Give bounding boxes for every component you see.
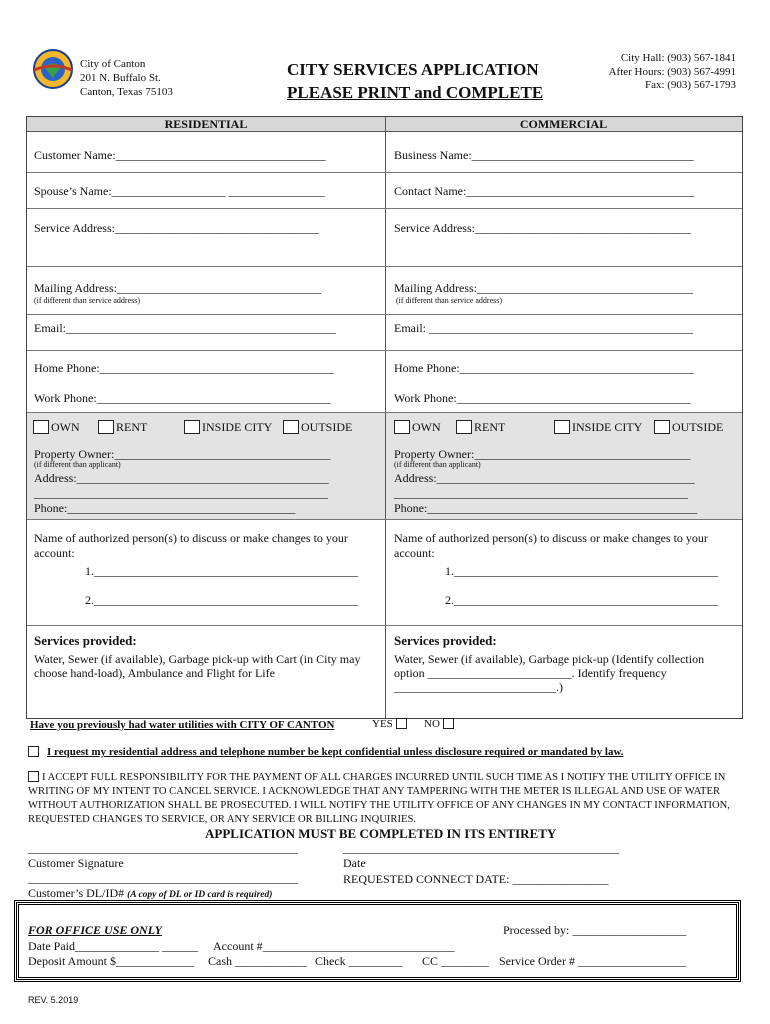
com-owner-address-line2[interactable]: _________________________________________________ [394, 486, 688, 500]
deposit-amount-field[interactable]: Deposit Amount $_____________ [28, 954, 195, 968]
com-outside-label: OUTSIDE [672, 420, 724, 434]
com-email-field[interactable]: Email: ____________________________________________ [394, 321, 693, 335]
res-own-label: OWN [51, 420, 80, 434]
yes-checkbox[interactable] [396, 718, 407, 729]
res-outside-label: OUTSIDE [301, 420, 353, 434]
title-line-2: PLEASE PRINT and COMPLETE [287, 83, 544, 102]
office-use-box [14, 900, 741, 982]
com-owner-phone-field[interactable]: Phone:_____________________________________________ [394, 501, 698, 515]
dl-line[interactable]: _____________________________________________ [28, 871, 298, 885]
application-grid [26, 116, 743, 719]
confidential-option[interactable] [28, 746, 748, 759]
com-own-label: OWN [412, 420, 441, 434]
city-street: 201 N. Buffalo St. [80, 72, 161, 84]
check-field[interactable]: Check _________ [315, 954, 403, 968]
revision-label: REV. 5.2019 [28, 995, 79, 1005]
entirety-notice: APPLICATION MUST BE COMPLETED IN ITS ENTIRETY [205, 826, 557, 841]
row-divider [27, 266, 742, 267]
row-divider [27, 412, 742, 413]
yes-label: YES [372, 718, 393, 730]
res-services-heading: Services provided: [34, 633, 137, 648]
row-divider [27, 350, 742, 351]
contact-phones [609, 52, 736, 93]
com-property-owner-field[interactable]: Property Owner:____________________________________ [394, 447, 691, 461]
res-inside-city-checkbox[interactable] [184, 420, 200, 434]
city-state-zip: Canton, Texas 75103 [80, 86, 173, 98]
confidential-text: I request my residential address and telephone number be kept confidential unless disclosure required or mandated by law. [47, 746, 624, 758]
res-home-phone-field[interactable]: Home Phone:_______________________________________ [34, 361, 334, 375]
city-address [80, 57, 173, 99]
spouse-name-field[interactable]: Spouse’s Name:___________________ ________________ [34, 184, 325, 198]
res-owner-address-field[interactable]: Address:__________________________________________ [34, 471, 329, 485]
com-rent-checkbox[interactable] [456, 420, 472, 434]
com-owner-address-field[interactable]: Address:___________________________________________ [394, 471, 695, 485]
res-rent-checkbox[interactable] [98, 420, 114, 434]
com-rent-option[interactable] [456, 420, 505, 434]
res-authorized-label: Name of authorized person(s) to discuss or make changes to your account: [34, 531, 348, 560]
office-use-heading: FOR OFFICE USE ONLY [28, 923, 162, 937]
res-mailing-address-field[interactable]: Mailing Address:__________________________________ [34, 281, 321, 295]
res-owner-note: (if different than applicant) [34, 460, 121, 469]
row-divider [27, 314, 742, 315]
com-owner-note: (if different than applicant) [394, 460, 481, 469]
account-number-field[interactable]: Account #________________________________ [213, 939, 455, 953]
customer-name-field[interactable]: Customer Name:___________________________________ [34, 148, 326, 162]
res-outside-checkbox[interactable] [283, 420, 299, 434]
accept-text: I ACCEPT FULL RESPONSIBILITY FOR THE PAYMENT OF ALL CHARGES INCURRED UNTIL SUCH TIME AS I NOTIFY THE UTILITY OFFICE IN WRITING OF MY INTENT TO CANCEL SERVICE. I ACKNOWLEDGE THAT ANY TAMPERING WITH THE METER IS ILLEGAL AND USE OF WATER WITHOUT AUTHORIZATION SHALL BE PROSECUTED. I WILL NOTIFY THE UTILITY OFFICE OF ANY CHANGES IN MY CONTACT INFORMATION, REQUESTED CHANGES TO SERVICE, OR ANY SERVICE OR BILLING INQUIRIES. [28, 772, 730, 825]
customer-signature-label: Customer Signature [28, 856, 124, 870]
com-inside-city-option[interactable] [554, 420, 642, 434]
row-divider [27, 208, 742, 209]
com-inside-city-checkbox[interactable] [554, 420, 570, 434]
city-hall-phone: City Hall: (903) 567-1841 [620, 52, 736, 64]
accept-checkbox[interactable] [28, 771, 39, 782]
business-name-field[interactable]: Business Name:_____________________________________ [394, 148, 694, 162]
res-mailing-note: (if different than service address) [34, 296, 141, 305]
city-name: City of Canton [80, 58, 146, 70]
com-authorized-person-2[interactable]: 2.____________________________________________ [445, 593, 718, 607]
dl-note: (A copy of DL or ID card is required) [127, 890, 273, 900]
dl-label: Customer’s DL/ID# [28, 886, 128, 900]
row-divider [27, 625, 742, 626]
row-divider [27, 519, 742, 520]
com-own-option[interactable] [394, 420, 441, 434]
com-authorized-person-1[interactable]: 1.____________________________________________ [445, 564, 718, 578]
res-inside-city-option[interactable] [184, 420, 272, 434]
date-label: Date [343, 856, 366, 870]
com-mailing-address-field[interactable]: Mailing Address:____________________________________ [394, 281, 693, 295]
com-rent-label: RENT [474, 420, 506, 434]
res-inside-city-label: INSIDE CITY [202, 420, 273, 434]
date-line[interactable]: ______________________________________________ [343, 841, 619, 855]
cash-field[interactable]: Cash ____________ [208, 954, 307, 968]
dl-id-label [28, 886, 272, 901]
com-outside-checkbox[interactable] [654, 420, 670, 434]
res-email-field[interactable]: Email:_____________________________________________ [34, 321, 336, 335]
com-own-checkbox[interactable] [394, 420, 410, 434]
com-outside-option[interactable] [654, 420, 723, 434]
com-service-address-field[interactable]: Service Address:____________________________________ [394, 221, 691, 235]
com-authorized-label: Name of authorized person(s) to discuss or make changes to your account: [394, 531, 708, 560]
res-property-owner-field[interactable]: Property Owner:____________________________________ [34, 447, 331, 461]
res-owner-phone-field[interactable]: Phone:______________________________________ [34, 501, 296, 515]
title-line-1: CITY SERVICES APPLICATION [287, 60, 539, 79]
service-order-field[interactable]: Service Order # __________________ [499, 954, 686, 968]
contact-name-field[interactable]: Contact Name:______________________________________ [394, 184, 695, 198]
res-own-checkbox[interactable] [33, 420, 49, 434]
res-own-option[interactable] [33, 420, 80, 434]
commercial-heading: COMMERCIAL [519, 117, 608, 131]
residential-heading: RESIDENTIAL [164, 117, 248, 131]
previous-utilities-question: Have you previously had water utilities with CITY OF CANTON [30, 719, 335, 731]
com-work-phone-field[interactable]: Work Phone:_______________________________________ [394, 391, 691, 405]
no-option[interactable] [424, 718, 457, 731]
yes-option[interactable] [372, 718, 410, 731]
no-checkbox[interactable] [443, 718, 454, 729]
form-title [287, 58, 543, 104]
com-mailing-note: (if different than service address) [396, 296, 503, 305]
res-authorized-person-1[interactable]: 1.____________________________________________ [85, 564, 358, 578]
after-hours-phone: After Hours: (903) 567-4991 [608, 65, 736, 78]
city-seal-logo [32, 48, 74, 90]
res-services-text: Water, Sewer (if available), Garbage pick-up with Cart (in City may choose hand-load), Ambulance and Flight for Life [34, 652, 361, 680]
res-service-address-field[interactable]: Service Address:__________________________________ [34, 221, 319, 235]
res-rent-label: RENT [116, 420, 148, 434]
fax-number: Fax: (903) 567-1793 [644, 79, 736, 91]
com-home-phone-field[interactable]: Home Phone:_______________________________________ [394, 361, 694, 375]
res-authorized-person-2[interactable]: 2.____________________________________________ [85, 593, 358, 607]
date-paid-field[interactable]: Date Paid______________ ______ [28, 939, 198, 953]
com-inside-city-label: INSIDE CITY [572, 420, 643, 434]
accept-responsibility-statement[interactable] [28, 771, 733, 827]
signature-line[interactable]: _____________________________________________ [28, 841, 298, 855]
cc-field[interactable]: CC ________ [422, 954, 490, 968]
res-outside-option[interactable] [283, 420, 352, 434]
confidential-checkbox[interactable] [28, 746, 39, 757]
com-services-text: Water, Sewer (if available), Garbage pick-up (Identify collection option ________________________. Identify frequency ___________________________.) [394, 652, 705, 694]
processed-by-field[interactable]: Processed by: ___________________ [503, 923, 687, 937]
res-work-phone-field[interactable]: Work Phone:_______________________________________ [34, 391, 331, 405]
res-rent-option[interactable] [98, 420, 147, 434]
res-owner-address-line2[interactable]: _________________________________________________ [34, 486, 328, 500]
no-label: NO [424, 718, 440, 730]
row-divider [27, 172, 742, 173]
com-services-heading: Services provided: [394, 633, 497, 648]
requested-connect-date-field[interactable]: REQUESTED CONNECT DATE: ________________ [343, 872, 609, 886]
